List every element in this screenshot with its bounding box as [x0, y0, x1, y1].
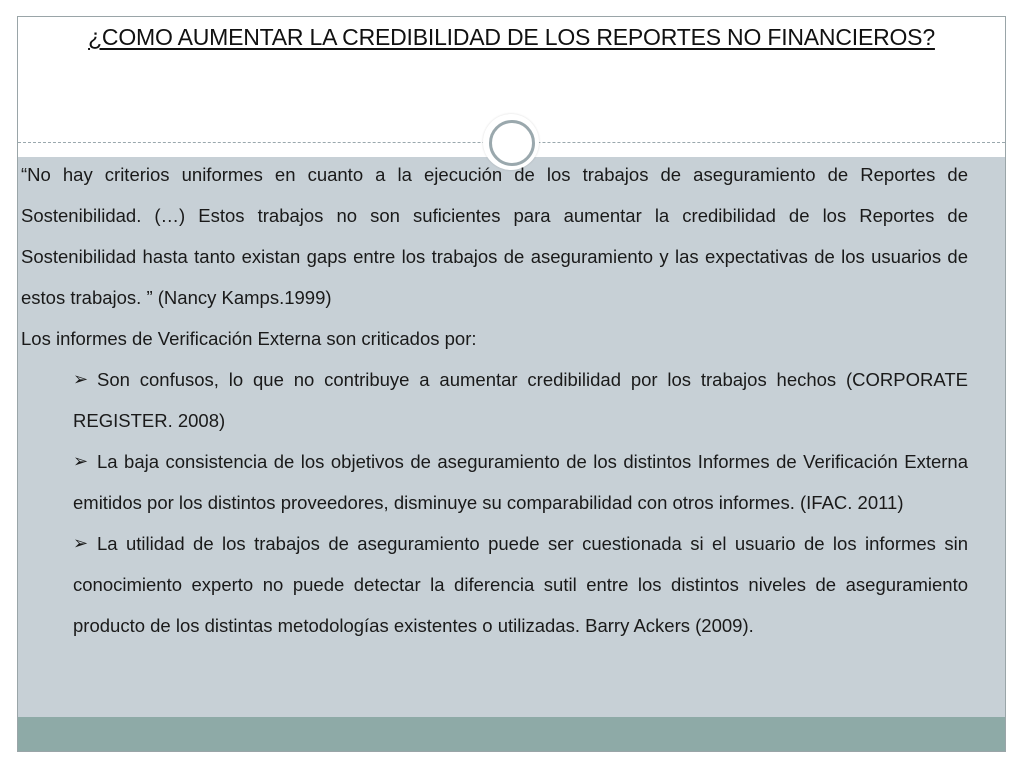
- bullet-list: [21, 359, 968, 646]
- bullet-text: Son confusos, lo que no contribuye a aumentar credibilidad por los trabajos hechos (CORPORATE REGISTER. 2008): [73, 369, 968, 431]
- list-item: [73, 523, 968, 646]
- bullet-text: La baja consistencia de los objetivos de aseguramiento de los distintos Informes de Verificación Externa emitidos por los distintos proveedores, disminuye su comparabilidad con otros informes. (IFAC. 2011): [73, 451, 968, 513]
- slide-title: ¿COMO AUMENTAR LA CREDIBILIDAD DE LOS REPORTES NO FINANCIEROS?: [88, 24, 935, 50]
- list-item: [73, 359, 968, 441]
- arrow-bullet-icon: ➢: [73, 369, 89, 389]
- intro-paragraph: Los informes de Verificación Externa son criticados por:: [21, 328, 477, 349]
- footer-band: [18, 717, 1005, 752]
- quote-paragraph: “No hay criterios uniformes en cuanto a la ejecución de los trabajos de aseguramiento de Reportes de Sostenibilidad. (…) Estos trabajos no son suficientes para aumentar la credibilidad de los Reportes de Sostenibilidad hasta tanto existan gaps entre los trabajos de aseguramiento y las expectativas de los usuarios de estos trabajos. ” (Nancy Kamps.1999): [21, 164, 968, 308]
- arrow-bullet-icon: ➢: [73, 451, 89, 471]
- slide-content: [21, 154, 968, 646]
- arrow-bullet-icon: ➢: [73, 533, 89, 553]
- list-item: [73, 441, 968, 523]
- bullet-text: La utilidad de los trabajos de aseguramiento puede ser cuestionada si el usuario de los informes sin conocimiento experto no puede detectar la diferencia sutil entre los distintos niveles de aseguramiento producto de los distintas metodologías existentes o utilizadas. Barry Ackers (2009).: [73, 533, 968, 636]
